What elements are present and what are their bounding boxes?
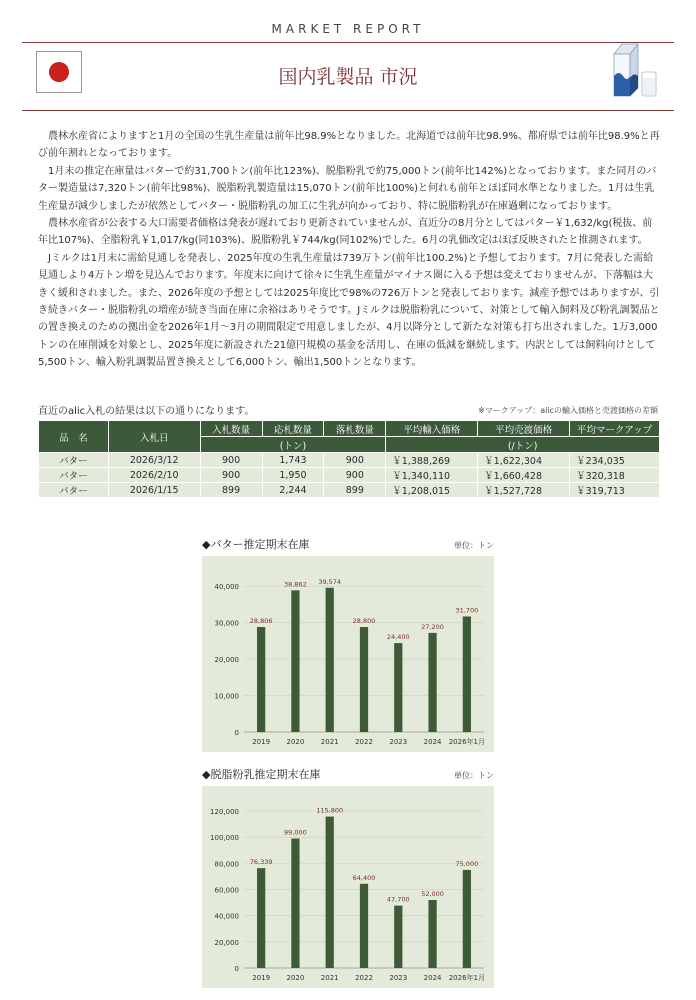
data-label: 27,200 <box>421 622 444 631</box>
article-paragraph: 農林水産省によりますと1月の全国の生乳生産量は前年比98.9%となりました。北海道では前年比98.9%、都府県では前年比98.9%と再び前年割れとなっております。 <box>38 131 660 160</box>
x-tick-label: 2020 <box>286 738 305 746</box>
cell-import-price: ￥1,388,269 <box>386 453 478 468</box>
bar <box>257 627 265 732</box>
column-header: 入札数量 <box>200 421 262 437</box>
cell-bid-qty: 1,743 <box>262 453 324 468</box>
cell-bid-qty: 1,950 <box>262 468 324 483</box>
x-tick-label: 2024 <box>423 974 442 982</box>
data-label: 75,000 <box>455 859 479 868</box>
cell-markup: ￥319,713 <box>570 483 660 498</box>
data-label: 64,400 <box>352 873 376 882</box>
article-paragraph: 農林水産省が公表する大口需要者価格は発表が遅れており更新されていませんが、直近分の8月分としてはバター￥1,632/kg(税抜、前年比107%)、全脂粉乳￥1,017/kg(同103%)、脱脂粉乳￥744/kg(同102%)でした。6月の乳価改定はほぼ反映されたと推測されます。 <box>38 218 653 247</box>
data-label: 31,700 <box>455 606 479 615</box>
y-tick-label: 40,000 <box>214 583 239 592</box>
bar <box>257 868 265 968</box>
column-header: 応札数量 <box>262 421 324 437</box>
y-tick-label: 100,000 <box>210 834 239 843</box>
cell-markup: ￥320,318 <box>570 468 660 483</box>
cell-sale-price: ￥1,527,728 <box>478 483 570 498</box>
y-tick-label: 30,000 <box>214 619 239 628</box>
tender-intro: 直近のalic入札の結果は以下の通りになります。 <box>38 406 255 417</box>
data-label: 76,339 <box>249 858 273 867</box>
table-header-row <box>39 421 660 437</box>
report-kicker: MARKET REPORT <box>271 22 425 36</box>
data-label: 39,574 <box>318 577 342 586</box>
bar <box>394 906 402 968</box>
article-paragraph: Jミルクは1月末に需給見通しを発表し、2025年度の生乳生産量は739万トン(前年比100.2%)と予想しております。7月に発表した需給見通しより4万トン増を見込んでおります。年度末に向けて徐々に生乳生産量がマイナス圏に入る予想は変えておりませんが、下落幅は大きく緩和されました。また、2026年度の予想としては2025年度比で98%の726万トンと発表しております。減産予想ではありますが、引き続きバター・脱脂粉乳の増産が続き当面在庫に余裕はありそうです。Jミルクは脱脂粉乳について、対策として輸入飼料及び粉乳調製品との置き換えのための拠出金を2026年1月～3月の期間限定で用意しましたが、4月以降分として新たな対策も打ち出されました。1万3,000トンの在庫削減を対象とし、2025年度に新設された21億円規模の基金を活用し、在庫の低減を継続します。内訳としては飼料向けとして5,500トン、輸入粉乳調製品置き換えとして6,000トン、輸出1,500トンとなります。 <box>38 252 660 369</box>
bar <box>291 839 299 968</box>
header-rule-top <box>22 42 674 43</box>
article-body <box>38 128 660 372</box>
smp-chart-plot <box>202 786 494 988</box>
bar <box>326 588 334 732</box>
data-label: 115,800 <box>316 806 344 815</box>
y-tick-label: 80,000 <box>214 860 239 869</box>
x-tick-label: 2022 <box>355 974 373 982</box>
x-tick-label: 2026年1月 <box>448 738 485 746</box>
milk-carton-icon <box>608 40 664 100</box>
unit-subheader: (/トン) <box>386 437 660 453</box>
x-tick-label: 2021 <box>320 974 339 982</box>
y-tick-label: 0 <box>234 965 239 973</box>
bar <box>428 900 436 968</box>
x-tick-label: 2023 <box>389 738 408 746</box>
header-rule-bottom <box>22 110 674 111</box>
bar <box>360 627 368 732</box>
column-header: 平均売渡価格 <box>478 421 570 437</box>
chart-unit: 単位：トン <box>454 771 494 780</box>
cell-qty: 899 <box>200 483 262 498</box>
cell-date: 2026/2/10 <box>108 468 200 483</box>
y-tick-label: 120,000 <box>210 808 239 817</box>
x-tick-label: 2020 <box>286 974 305 982</box>
chart-title: ◆バター推定期末在庫 <box>202 538 310 551</box>
cell-import-price: ￥1,208,015 <box>386 483 478 498</box>
column-header: 品 名 <box>39 421 109 453</box>
data-label: 28,806 <box>249 617 273 626</box>
bar <box>291 590 299 732</box>
x-tick-label: 2024 <box>423 738 442 746</box>
cell-product: バター <box>39 468 109 483</box>
data-label: 28,800 <box>352 617 376 626</box>
x-tick-label: 2019 <box>252 738 271 746</box>
cell-markup: ￥234,035 <box>570 453 660 468</box>
table-row <box>39 468 660 483</box>
chart-unit: 単位：トン <box>454 541 494 550</box>
cell-import-price: ￥1,340,110 <box>386 468 478 483</box>
cell-bid-qty: 2,244 <box>262 483 324 498</box>
bar <box>394 643 402 732</box>
cell-qty: 900 <box>200 468 262 483</box>
column-header: 入札日 <box>108 421 200 453</box>
table-row <box>39 483 660 498</box>
data-label: 47,700 <box>386 895 410 904</box>
skim-milk-powder-inventory-chart <box>202 766 494 988</box>
bar <box>463 870 471 968</box>
data-label: 24,400 <box>386 633 410 642</box>
cell-won-qty: 900 <box>324 468 386 483</box>
data-label: 52,000 <box>421 890 444 898</box>
bar <box>428 633 436 732</box>
bar <box>360 884 368 968</box>
tender-results-table <box>38 420 660 498</box>
cell-won-qty: 899 <box>324 483 386 498</box>
butter-chart-plot <box>202 556 494 752</box>
butter-inventory-chart <box>202 536 494 752</box>
chart-background <box>202 786 494 988</box>
data-label: 99,000 <box>284 828 307 837</box>
unit-subheader: (トン) <box>200 437 386 453</box>
article-paragraph: 1月末の推定在庫量はバターで約31,700トン(前年比123%)、脱脂粉乳で約75,000トン(前年比142%)となっております。また同月のバター製造量は7,320トン(前年比98%)、脱脂粉乳製造量は15,070トン(前年比100%)と何れも前年とほぼ同水準となりました。1月は生乳生産量が減少しましたが依然としてバター・脱脂粉乳の加工に生乳が向かっており、特に脱脂粉乳が在庫過剰になっております。 <box>38 165 657 212</box>
x-tick-label: 2019 <box>252 974 271 982</box>
cell-date: 2026/3/12 <box>108 453 200 468</box>
y-tick-label: 0 <box>234 729 239 737</box>
cell-won-qty: 900 <box>324 453 386 468</box>
y-tick-label: 20,000 <box>214 938 239 947</box>
column-header: 平均輸入価格 <box>386 421 478 437</box>
y-tick-label: 40,000 <box>214 912 239 921</box>
data-label: 38,862 <box>284 580 307 589</box>
cell-sale-price: ￥1,660,428 <box>478 468 570 483</box>
chart-background <box>202 556 494 752</box>
column-header: 落札数量 <box>324 421 386 437</box>
x-tick-label: 2023 <box>389 974 408 982</box>
bar <box>463 616 471 732</box>
bar <box>326 817 334 968</box>
chart-title: ◆脱脂粉乳推定期末在庫 <box>202 768 321 781</box>
x-tick-label: 2022 <box>355 738 373 746</box>
page-title: 国内乳製品 市況 <box>278 66 418 88</box>
column-header: 平均マークアップ <box>570 421 660 437</box>
markup-note: ※マークアップ：alicの輸入価格と売渡価格の差額 <box>478 406 658 415</box>
cell-sale-price: ￥1,622,304 <box>478 453 570 468</box>
cell-product: バター <box>39 453 109 468</box>
cell-product: バター <box>39 483 109 498</box>
x-tick-label: 2021 <box>320 738 339 746</box>
y-tick-label: 10,000 <box>214 692 239 701</box>
cell-date: 2026/1/15 <box>108 483 200 498</box>
table-row <box>39 453 660 468</box>
cell-qty: 900 <box>200 453 262 468</box>
y-tick-label: 60,000 <box>214 886 239 895</box>
x-tick-label: 2026年1月 <box>448 974 485 982</box>
y-tick-label: 20,000 <box>214 656 239 665</box>
